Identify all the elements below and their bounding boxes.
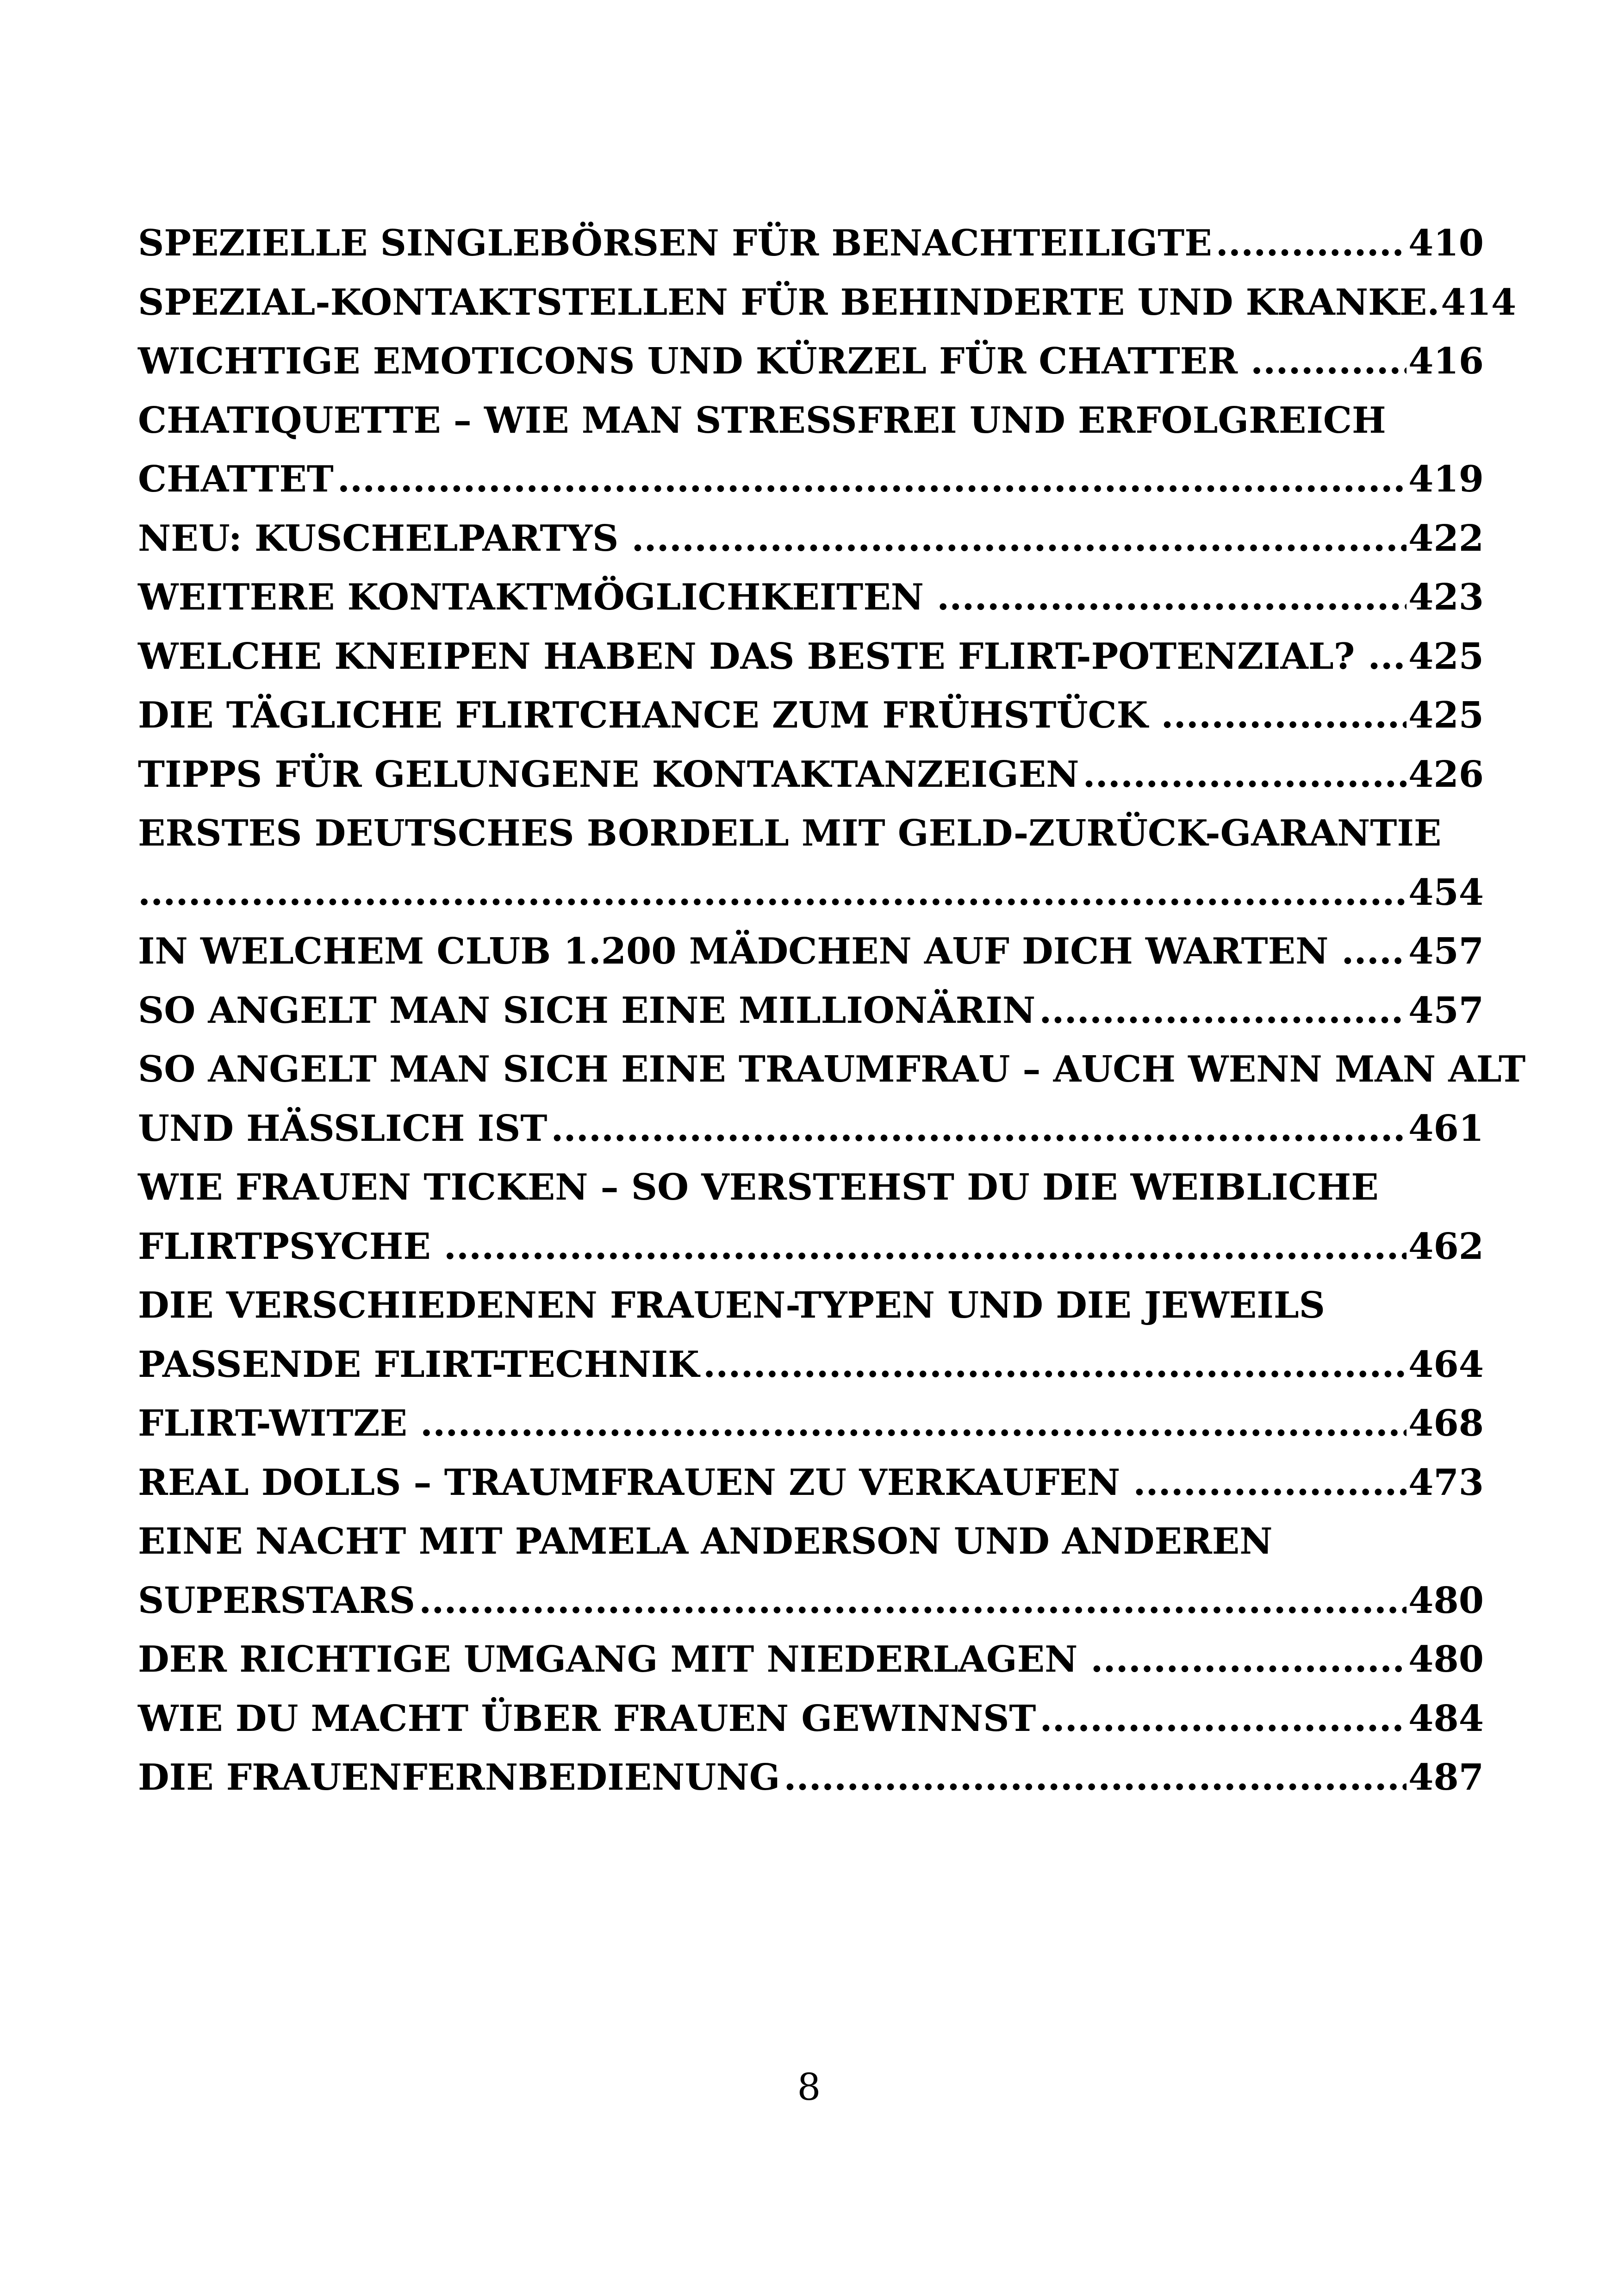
toc-leader-dots [784, 1748, 1406, 1807]
toc-entry-page: 457 [1408, 930, 1484, 972]
toc-line [138, 863, 1484, 922]
toc-entry-page: 410 [1408, 222, 1484, 264]
toc-entry[interactable] [138, 804, 1484, 922]
toc-entry-page: 425 [1408, 694, 1484, 736]
toc-entry[interactable] [138, 273, 1517, 332]
toc-line [138, 745, 1484, 804]
toc-line [138, 1630, 1484, 1689]
toc-entry[interactable] [138, 981, 1484, 1040]
toc-line [138, 1217, 1484, 1276]
toc-line [138, 627, 1484, 686]
toc-leader-dots [1427, 273, 1439, 332]
toc-entry[interactable] [138, 1040, 1526, 1158]
toc-leader-dots [337, 450, 1406, 509]
page-number: 8 [797, 2066, 821, 2109]
toc-leader-dots [419, 1571, 1406, 1630]
toc-leader-dots [444, 1217, 1406, 1276]
toc-entry[interactable] [138, 627, 1484, 686]
toc-entry-title: PASSENDE FLIRT-TECHNIK [138, 1343, 700, 1386]
toc-entry-page: 468 [1408, 1402, 1484, 1444]
toc-entry[interactable] [138, 391, 1484, 509]
toc-entry-title-line1: SO ANGELT MAN SICH EINE TRAUMFRAU – AUCH WENN MAN ALT [138, 1048, 1526, 1090]
toc-entry[interactable] [138, 922, 1484, 981]
toc-line [138, 922, 1484, 981]
toc-line [138, 450, 1484, 509]
toc-entry-title: WEITERE KONTAKTMÖGLICHKEITEN [138, 576, 924, 618]
toc-entry-title-line1: WIE FRAUEN TICKEN – SO VERSTEHST DU DIE WEIBLICHE [138, 1166, 1379, 1208]
toc-leader-dots [1216, 214, 1406, 273]
toc-leader-dots [631, 509, 1406, 568]
toc-leader-dots [937, 568, 1406, 627]
toc-leader-dots [1083, 745, 1406, 804]
toc-line [138, 981, 1484, 1040]
toc-entry-title: IN WELCHEM CLUB 1.200 MÄDCHEN AUF DICH WARTEN [138, 930, 1329, 972]
toc-entry-title: SUPERSTARS [138, 1579, 416, 1622]
toc-entry[interactable] [138, 1394, 1484, 1453]
toc-leader-dots [138, 863, 1406, 922]
toc-entry[interactable] [138, 568, 1484, 627]
toc-entry-title-line1: EINE NACHT MIT PAMELA ANDERSON UND ANDEREN [138, 1520, 1273, 1562]
toc-leader-dots [551, 1099, 1406, 1158]
toc-entry-title-line1: CHATIQUETTE – WIE MAN STRESSFREI UND ERFOLGREICH [138, 399, 1386, 442]
toc-entry-page: 480 [1408, 1638, 1484, 1680]
toc-entry-page: 487 [1408, 1756, 1484, 1798]
toc-entry-page: 484 [1408, 1697, 1484, 1740]
toc-entry[interactable] [138, 1630, 1484, 1689]
toc-leader-dots [1251, 332, 1406, 391]
toc-entry-page: 454 [1408, 871, 1484, 914]
toc-entry-title: WICHTIGE EMOTICONS UND KÜRZEL FÜR CHATTER [138, 340, 1238, 382]
toc-entry[interactable] [138, 1748, 1484, 1807]
toc-entry-page: 426 [1408, 753, 1484, 796]
toc-leader-dots [1090, 1630, 1406, 1689]
toc-entry-title: DER RICHTIGE UMGANG MIT NIEDERLAGEN [138, 1638, 1078, 1680]
toc-line [138, 1335, 1484, 1394]
toc-entry-title: SO ANGELT MAN SICH EINE MILLIONÄRIN [138, 989, 1036, 1032]
toc-entry-title: CHATTET [138, 458, 334, 500]
toc-line [138, 568, 1484, 627]
toc-line [138, 1453, 1484, 1512]
toc-entry[interactable] [138, 745, 1484, 804]
toc-entry-page: 473 [1408, 1461, 1484, 1504]
toc-entry-page: 461 [1408, 1107, 1484, 1150]
toc-entry-title: FLIRTPSYCHE [138, 1225, 431, 1268]
toc-entry-title: FLIRT-WITZE [138, 1402, 407, 1444]
toc-entry-title-line1: DIE VERSCHIEDENEN FRAUEN-TYPEN UND DIE JEWEILS [138, 1284, 1326, 1326]
toc-entry-page: 422 [1408, 517, 1484, 560]
toc-entry[interactable] [138, 1453, 1484, 1512]
toc-entry-title: WIE DU MACHT ÜBER FRAUEN GEWINNST [138, 1697, 1036, 1740]
toc-leader-dots [703, 1335, 1406, 1394]
toc-leader-dots [420, 1394, 1406, 1453]
toc-entry-title: SPEZIAL-KONTAKTSTELLEN FÜR BEHINDERTE UND KRANKE [138, 281, 1427, 324]
toc-entry[interactable] [138, 686, 1484, 745]
toc-entry-title: NEU: KUSCHELPARTYS [138, 517, 619, 560]
toc-entry-page: 457 [1408, 989, 1484, 1032]
toc-entry[interactable] [138, 1512, 1484, 1630]
toc-entry-page: 419 [1408, 458, 1484, 500]
toc-entry-title: WELCHE KNEIPEN HABEN DAS BESTE FLIRT-POTENZIAL? [138, 635, 1355, 678]
toc-entry[interactable] [138, 1158, 1484, 1276]
toc-leader-dots [1161, 686, 1406, 745]
toc-entry[interactable] [138, 1689, 1484, 1748]
toc-entry-title: TIPPS FÜR GELUNGENE KONTAKTANZEIGEN [138, 753, 1079, 796]
toc-line [138, 1099, 1484, 1158]
toc-leader-dots [1368, 627, 1406, 686]
toc-line [138, 686, 1484, 745]
table-of-contents [138, 214, 1526, 1807]
toc-leader-dots [1039, 1689, 1406, 1748]
toc-leader-dots [1039, 981, 1406, 1040]
toc-line [138, 1571, 1484, 1630]
toc-entry[interactable] [138, 332, 1484, 391]
toc-entry-page: 425 [1408, 635, 1484, 678]
toc-entry-title: DIE FRAUENFERNBEDIENUNG [138, 1756, 780, 1798]
toc-entry-title: DIE TÄGLICHE FLIRTCHANCE ZUM FRÜHSTÜCK [138, 694, 1148, 736]
toc-line [138, 214, 1484, 273]
toc-entry-page: 416 [1408, 340, 1484, 382]
toc-entry-title-line1: ERSTES DEUTSCHES BORDELL MIT GELD-ZURÜCK-GARANTIE [138, 812, 1442, 854]
toc-leader-dots [1341, 922, 1406, 981]
toc-entry-page: 462 [1408, 1225, 1484, 1268]
toc-entry-title: REAL DOLLS – TRAUMFRAUEN ZU VERKAUFEN [138, 1461, 1120, 1504]
toc-entry-page: 423 [1408, 576, 1484, 618]
toc-entry-page: 414 [1441, 281, 1517, 324]
toc-entry[interactable] [138, 214, 1484, 273]
toc-line [138, 332, 1484, 391]
toc-line [138, 1748, 1484, 1807]
toc-entry[interactable] [138, 1276, 1484, 1394]
toc-entry[interactable] [138, 509, 1484, 568]
toc-entry-page: 464 [1408, 1343, 1484, 1386]
toc-line [138, 273, 1517, 332]
toc-line [138, 1394, 1484, 1453]
toc-entry-page: 480 [1408, 1579, 1484, 1622]
toc-leader-dots [1133, 1453, 1406, 1512]
toc-line [138, 509, 1484, 568]
toc-entry-title: SPEZIELLE SINGLEBÖRSEN FÜR BENACHTEILIGTE [138, 222, 1212, 264]
toc-entry-title: UND HÄSSLICH IST [138, 1107, 548, 1150]
toc-line [138, 1689, 1484, 1748]
